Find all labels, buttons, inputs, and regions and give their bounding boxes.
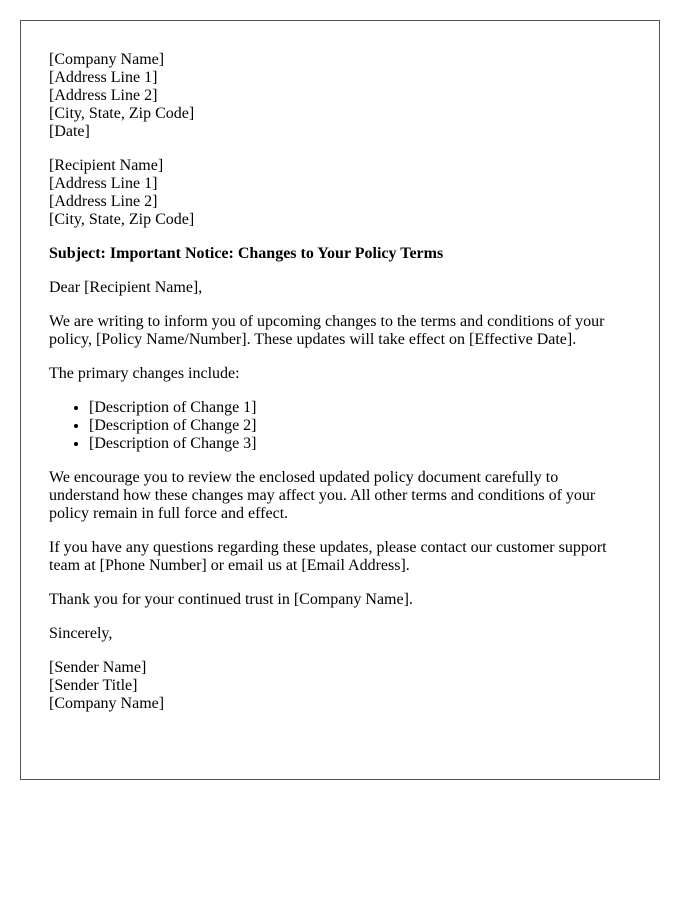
signature-title: [Sender Title] bbox=[49, 677, 138, 694]
signature-name: [Sender Name] bbox=[49, 659, 147, 676]
recipient-address bbox=[49, 157, 631, 229]
contact-paragraph: If you have any questions regarding these updates, please contact our customer support team at [Phone Number] or email us at [Email Address]. bbox=[49, 539, 607, 574]
letter-page bbox=[20, 20, 660, 780]
subject-line: Subject: Important Notice: Changes to Your Policy Terms bbox=[49, 245, 444, 262]
changes-list bbox=[49, 399, 631, 453]
list-item: • [Description of Change 1] bbox=[89, 399, 631, 417]
sender-city-state-zip: [City, State, Zip Code] bbox=[49, 105, 195, 122]
changes-intro: The primary changes include: bbox=[49, 365, 240, 382]
closing: Sincerely, bbox=[49, 625, 113, 642]
sender-address-line-2: [Address Line 2] bbox=[49, 87, 158, 104]
list-item: • [Description of Change 2] bbox=[89, 417, 631, 435]
letter-date: [Date] bbox=[49, 123, 90, 140]
recipient-city-state-zip: [City, State, Zip Code] bbox=[49, 211, 195, 228]
thanks-paragraph: Thank you for your continued trust in [Company Name]. bbox=[49, 591, 413, 608]
intro-paragraph: We are writing to inform you of upcoming changes to the terms and conditions of your policy, [Policy Name/Number]. These updates will take effect on [Effective Date]. bbox=[49, 313, 605, 348]
recipient-address-line-1: [Address Line 1] bbox=[49, 175, 158, 192]
signature-block bbox=[49, 659, 631, 713]
sender-address-line-1: [Address Line 1] bbox=[49, 69, 158, 86]
greeting: Dear [Recipient Name], bbox=[49, 279, 203, 296]
recipient-name: [Recipient Name] bbox=[49, 157, 164, 174]
review-paragraph: We encourage you to review the enclosed updated policy document carefully to understand how these changes may affect you. All other terms and conditions of your policy remain in full force and effect. bbox=[49, 469, 596, 522]
sender-address bbox=[49, 51, 631, 141]
signature-company: [Company Name] bbox=[49, 695, 165, 712]
sender-company: [Company Name] bbox=[49, 51, 165, 68]
recipient-address-line-2: [Address Line 2] bbox=[49, 193, 158, 210]
list-item: • [Description of Change 3] bbox=[89, 435, 631, 453]
